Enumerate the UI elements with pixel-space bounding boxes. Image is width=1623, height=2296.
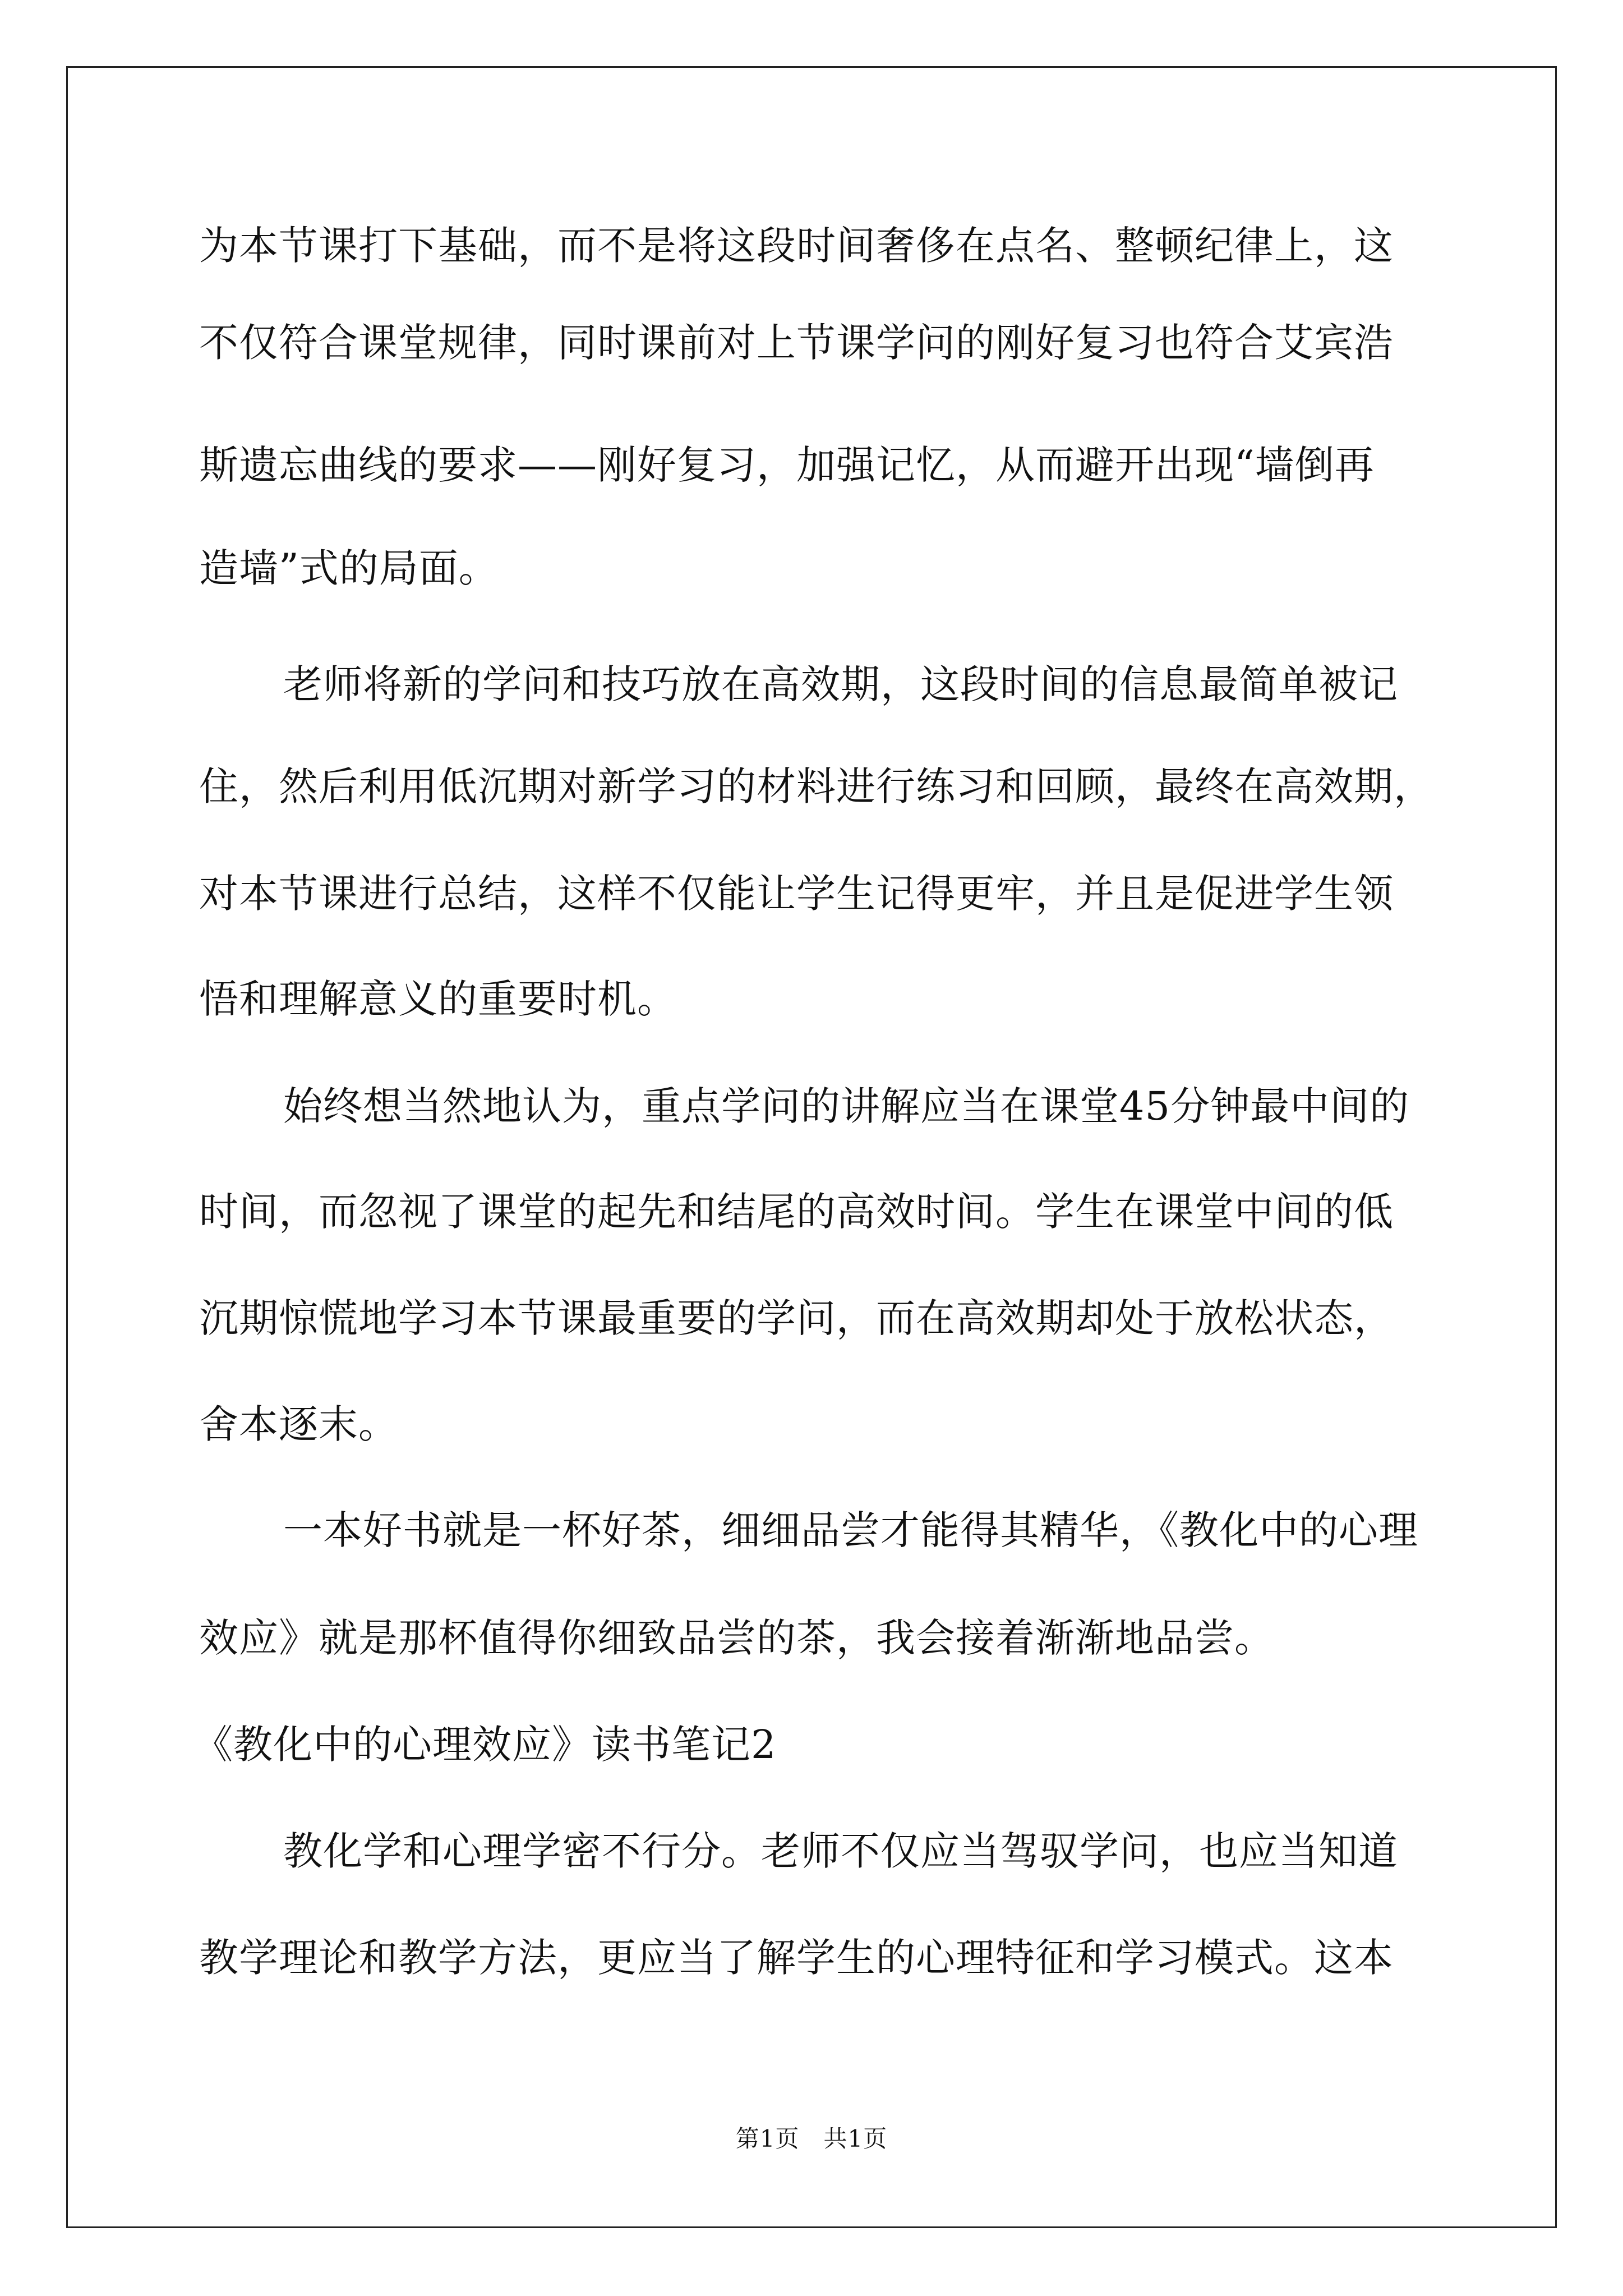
text-line: 老师将新的学问和技巧放在高效期，这段时间的信息最简单被记 [283,661,1398,707]
text-line: 一本好书就是一杯好茶，细细品尝才能得其精华，《教化中的心理 [283,1507,1418,1553]
text-line: 斯遗忘曲线的要求——刚好复习，加强记忆，从而避开出现“墙倒再 [199,442,1375,488]
text-line: 悟和理解意义的重要时机。 [199,976,677,1022]
page-footer: 第1页 共1页 [735,2125,888,2152]
text-line: 效应》就是那杯值得你细致品尝的茶，我会接着渐渐地品尝。 [199,1615,1274,1661]
text-line: 造墙”式的局面。 [199,545,499,591]
text-line: 为本节课打下基础，而不是将这段时间奢侈在点名、整顿纪律上，这 [199,223,1394,269]
text-line: 沉期惊慌地学习本节课最重要的学问，而在高效期却处于放松状态， [199,1295,1394,1341]
text-line: 教学理论和教学方法，更应当了解学生的心理特征和学习模式。这本 [199,1935,1394,1981]
text-line: 舍本逐末。 [199,1401,398,1447]
text-line: 始终想当然地认为，重点学问的讲解应当在课堂45分钟最中间的 [283,1083,1410,1129]
section-heading: 《教化中的心理效应》读书笔记2 [193,1722,777,1768]
text-line: 住，然后利用低沉期对新学习的材料进行练习和回顾，最终在高效期， [199,763,1433,809]
text-line: 对本节课进行总结，这样不仅能让学生记得更牢，并且是促进学生领 [199,871,1394,917]
text-line: 教化学和心理学密不行分。老师不仅应当驾驭学问，也应当知道 [283,1828,1398,1874]
text-line: 不仅符合课堂规律，同时课前对上节课学问的刚好复习也符合艾宾浩 [199,320,1394,366]
page-border [66,66,1557,2228]
text-line: 时间，而忽视了课堂的起先和结尾的高效时间。学生在课堂中间的低 [199,1189,1394,1235]
